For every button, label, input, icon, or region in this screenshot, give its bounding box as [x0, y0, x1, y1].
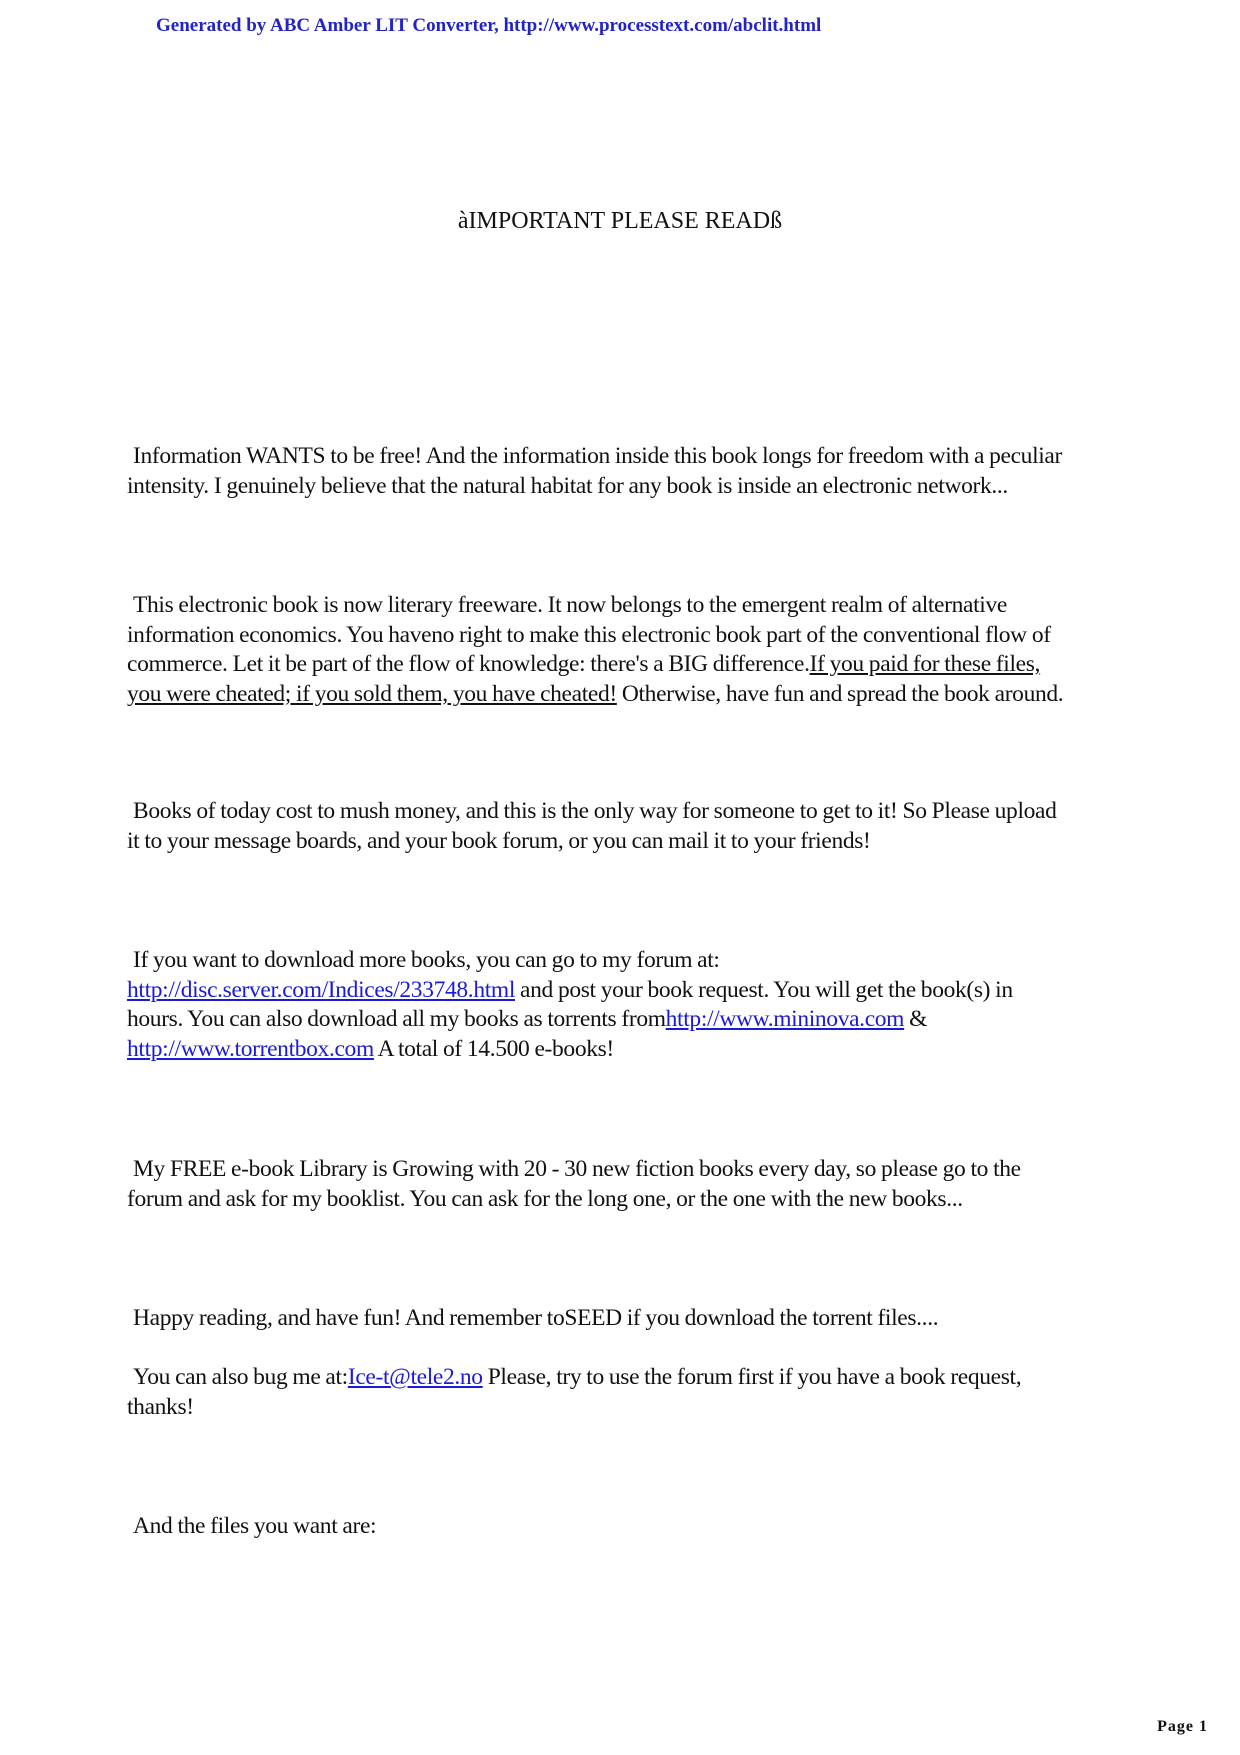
- paragraph-line: intensity. I genuinely believe that the natural habitat for any book is inside an electronic network...: [127, 472, 1008, 499]
- paragraph-library: [127, 1155, 1127, 1214]
- paragraph-line: [127, 1035, 1127, 1065]
- paragraph-line: My FREE e-book Library is Growing with 20 - 30 new fiction books every day, so please go to the: [133, 1156, 1021, 1182]
- text-segment: and post your book request. You will get the book(s) in: [515, 976, 1013, 1003]
- paragraph-line: [127, 1005, 1127, 1035]
- paragraph-line: forum and ask for my booklist. You can ask for the long one, or the one with the new books...: [127, 1185, 963, 1212]
- paragraph-line: [127, 1363, 1127, 1393]
- paragraph-line: If you want to download more books, you can go to my forum at:: [133, 947, 720, 973]
- paragraph-files: [127, 1512, 1127, 1542]
- paragraph-line: This electronic book is now literary freeware. It now belongs to the emergent realm of alternative: [133, 592, 1007, 618]
- paragraph-cost: [127, 797, 1127, 856]
- paragraph-freeware: [127, 591, 1127, 710]
- paragraph-line: Happy reading, and have fun! And remember toSEED if you download the torrent files....: [133, 1305, 939, 1331]
- torrentbox-link[interactable]: http://www.torrentbox.com: [127, 1036, 374, 1063]
- paragraph-line: Books of today cost to mush money, and this is the only way for someone to get to it! So Please upload: [133, 798, 1057, 824]
- text-segment: hours. You can also download all my books as torrents from: [127, 1006, 666, 1033]
- forum-link[interactable]: http://disc.server.com/Indices/233748.html: [127, 976, 516, 1003]
- paragraph-line: [127, 650, 1127, 680]
- text-segment: Otherwise, have fun and spread the book around.: [616, 681, 1064, 708]
- text-segment: A total of 14.500 e-books!: [373, 1036, 614, 1063]
- paragraph-happy-reading: [127, 1304, 1127, 1334]
- page-title: àIMPORTANT PLEASE READß: [457, 208, 783, 234]
- paragraph-download: [127, 946, 1127, 1065]
- paragraph-line: thanks!: [127, 1393, 194, 1420]
- email-link[interactable]: Ice-t@tele2.no: [347, 1364, 483, 1390]
- text-segment: &: [904, 1006, 928, 1033]
- text-segment: Please, try to use the forum first if you have a book request,: [482, 1364, 1022, 1390]
- page-number: Page 1: [1157, 1718, 1208, 1735]
- paragraph-line: [127, 976, 1127, 1006]
- paragraph-line: information economics. You haveno right to make this electronic book part of the conventional flow of: [127, 621, 1051, 648]
- underlined-warning: you were cheated; if you sold them, you have cheated!: [127, 681, 617, 708]
- text-segment: commerce. Let it be part of the flow of knowledge: there's a BIG difference.: [127, 651, 810, 678]
- text-segment: You can also bug me at:: [133, 1364, 348, 1390]
- paragraph-line: Information WANTS to be free! And the information inside this book longs for freedom with a peculiar: [133, 443, 1062, 469]
- paragraph-line: And the files you want are:: [133, 1513, 377, 1539]
- paragraph-contact: [127, 1363, 1127, 1422]
- underlined-warning: If you paid for these files,: [809, 651, 1041, 678]
- paragraph-line: it to your message boards, and your book forum, or you can mail it to your friends!: [127, 827, 871, 854]
- converter-header: Generated by ABC Amber LIT Converter, http://www.processtext.com/abclit.html: [156, 15, 822, 36]
- paragraph-freedom: [127, 442, 1127, 501]
- mininova-link[interactable]: http://www.mininova.com: [665, 1006, 905, 1033]
- paragraph-line: [127, 680, 1127, 710]
